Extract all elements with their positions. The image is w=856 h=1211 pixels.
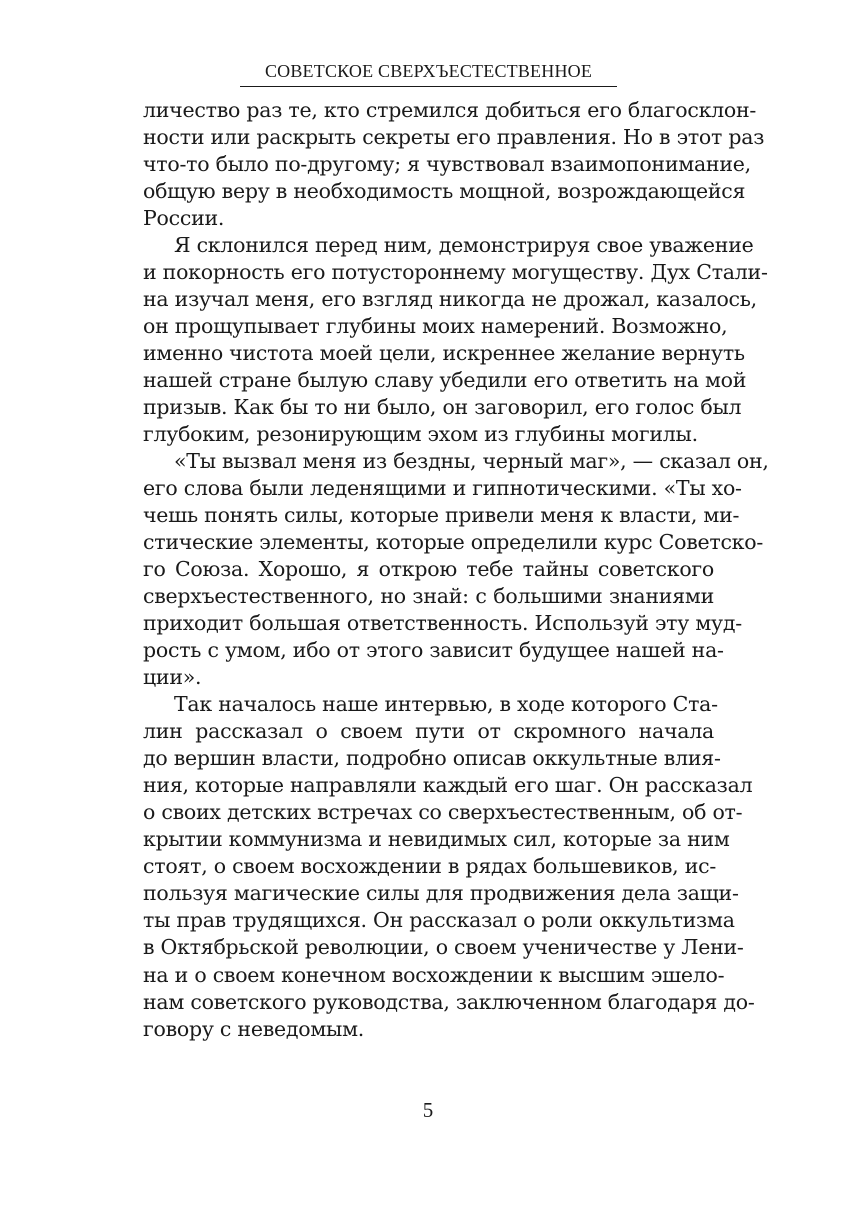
text-line: глубоким, резонирующим эхом из глубины могилы.	[143, 422, 698, 447]
text-line: приходит большая ответственность. Используй эту муд-	[143, 611, 742, 636]
text-line: призыв. Как бы то ни было, он заговорил, его голос был	[143, 395, 742, 420]
text-line: он прощупывает глубины моих намерений. Возможно,	[143, 314, 728, 339]
text-line: общую веру в необходимость мощной, возрождающейся	[143, 179, 746, 204]
text-line: го Союза. Хорошо, я открою тебе тайны советского	[143, 557, 714, 582]
page-number: 5	[422, 1098, 434, 1122]
paragraph	[143, 232, 768, 448]
text-line: на и о своем конечном восхождении к высшим эшело-	[143, 962, 725, 987]
text-line: ты прав трудящихся. Он рассказал о роли оккультизма	[143, 908, 735, 933]
text-line: ции».	[143, 665, 202, 690]
text-line: Так началось наше интервью, в ходе которого Ста-	[174, 692, 718, 717]
text-line: личество раз те, кто стремился добиться его благосклон-	[143, 98, 757, 122]
text-line: ности или раскрыть секреты его правления. Но в этот раз	[143, 125, 765, 150]
running-header	[240, 60, 617, 87]
text-line: что-то было по-другому; я чувствовал взаимопонимание,	[143, 152, 751, 177]
text-line: крытии коммунизма и невидимых сил, которые за ним	[143, 827, 730, 852]
text-line: говору с неведомым.	[143, 1016, 365, 1041]
text-line: Я склонился перед ним, демонстрируя свое уважение	[174, 233, 754, 258]
text-line: чешь понять силы, которые привели меня к власти, ми-	[143, 503, 740, 528]
text-line: его слова были леденящими и гипнотическими. «Ты хо-	[143, 476, 742, 501]
text-line: стоят, о своем восхождении в рядах большевиков, ис-	[143, 854, 717, 879]
paragraph	[143, 448, 769, 691]
text-line: лин рассказал о своем пути от скромного начала	[143, 719, 714, 744]
text-line: рость с умом, ибо от этого зависит будущее нашей на-	[143, 638, 724, 663]
text-line: ния, которые направляли каждый его шаг. Он рассказал	[143, 773, 753, 798]
body-text	[143, 97, 769, 1043]
running-title: СОВЕТСКОЕ СВЕРХЪЕСТЕСТВЕННОЕ	[264, 61, 593, 81]
text-line: сверхъестественного, но знай: с большими знаниями	[143, 584, 714, 609]
text-line: на изучал меня, его взгляд никогда не дрожал, казалось,	[143, 287, 757, 312]
text-line: в Октябрьской революции, о своем ученичестве у Лени-	[143, 935, 744, 960]
text-line: о своих детских встречах со сверхъестественным, об от-	[143, 800, 743, 825]
text-line: именно чистота моей цели, искреннее желание вернуть	[143, 341, 745, 366]
text-line: нам советского руководства, заключенном благодаря до-	[143, 989, 755, 1014]
paragraph	[143, 691, 755, 1042]
text-line: до вершин власти, подробно описав оккультные влия-	[143, 746, 721, 771]
text-line: пользуя магические силы для продвижения дела защи-	[143, 881, 739, 906]
text-line: нашей стране былую славу убедили его ответить на мой	[143, 368, 747, 393]
text-line: и покорность его потустороннему могуществу. Дух Стали-	[143, 260, 768, 285]
text-line: стические элементы, которые определили курс Советско-	[143, 530, 764, 555]
paragraph	[143, 97, 765, 232]
text-line: «Ты вызвал меня из бездны, черный маг», — сказал он,	[174, 449, 769, 474]
text-line: России.	[143, 206, 225, 231]
